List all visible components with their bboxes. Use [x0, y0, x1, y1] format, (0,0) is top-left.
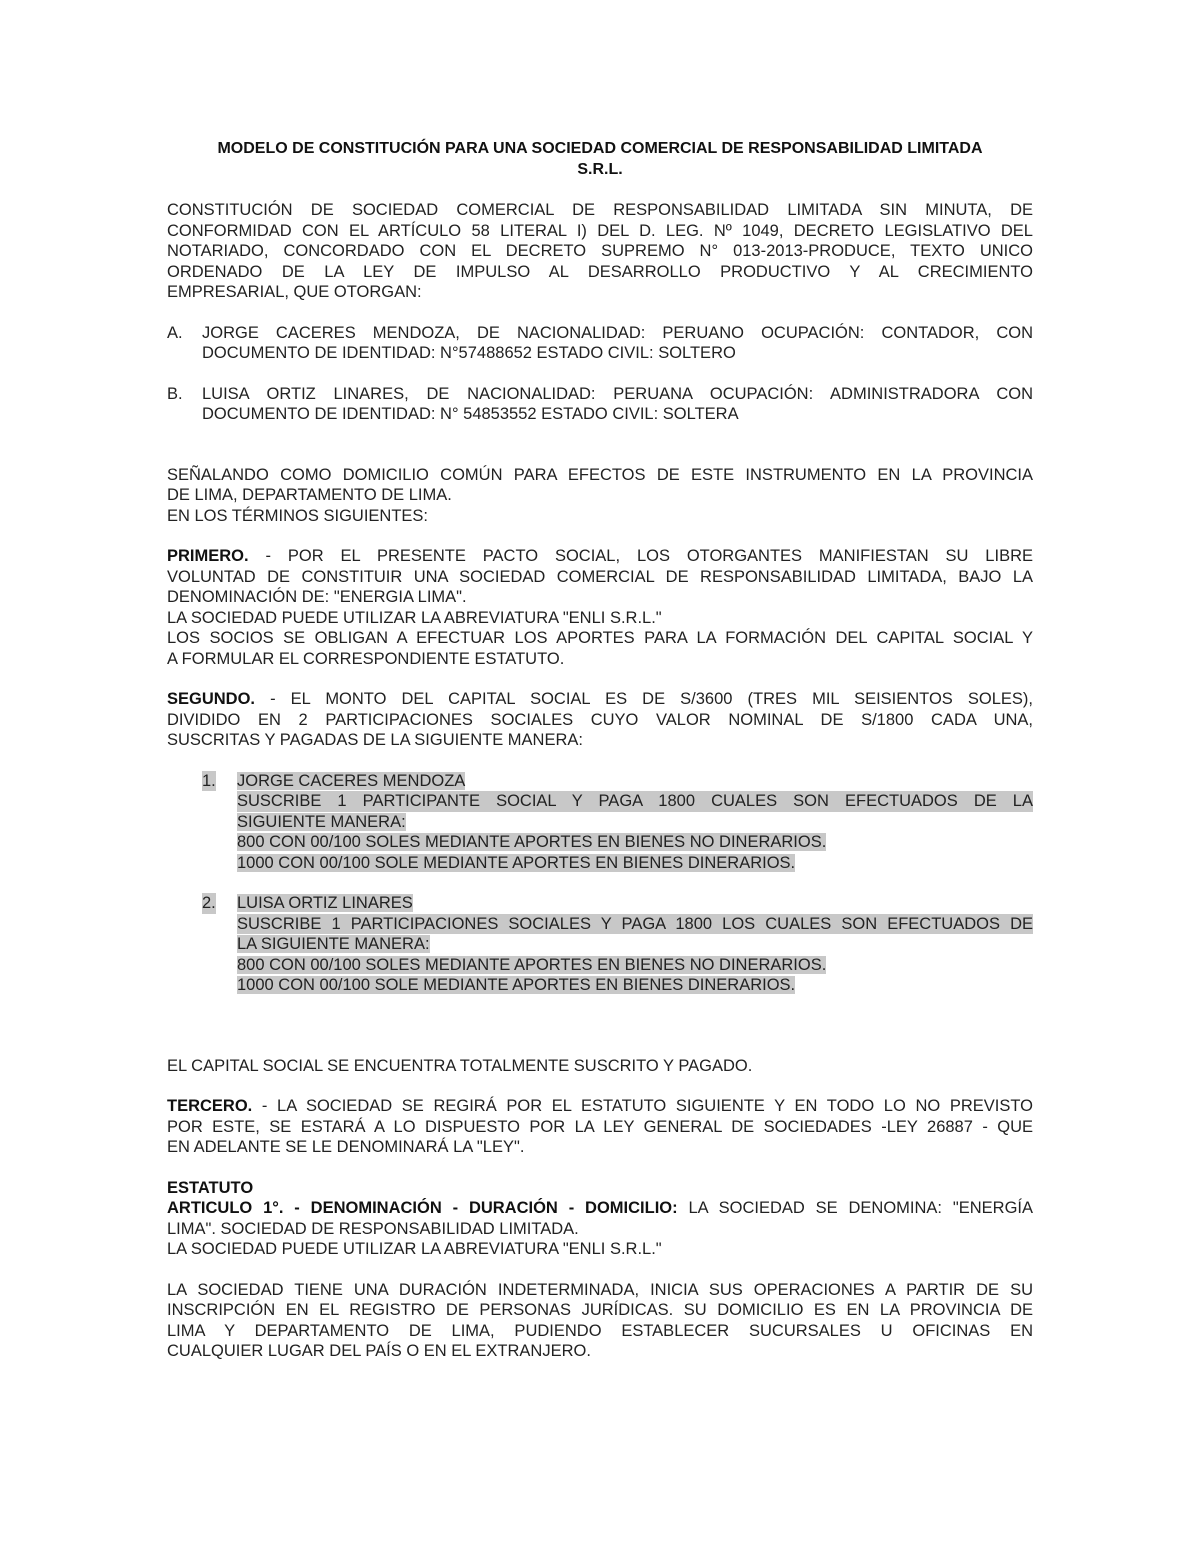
- segundo-line-1: [167, 689, 1033, 710]
- non-monetary-line: [237, 832, 1033, 853]
- non-monetary-contribution: 800 CON 00/100 SOLES MEDIANTE APORTES EN BIENES NO DINERARIOS.: [237, 833, 827, 851]
- tercero-label: TERCERO.: [167, 1097, 253, 1115]
- duration-line: LA SOCIEDAD TIENE UNA DURACIÓN INDETERMINADA, INICIA SUS OPERACIONES A PARTIR DE SU: [167, 1280, 1033, 1299]
- grantor-line: JORGE CACERES MENDOZA, DE NACIONALIDAD: PERUANO OCUPACIÓN: CONTADOR, CON: [202, 323, 1033, 342]
- primero-clause: [167, 546, 1033, 669]
- grantors-list: [167, 323, 1033, 425]
- primero-label: PRIMERO.: [167, 547, 249, 565]
- subscription-name-line: [237, 893, 1033, 914]
- tercero-text: - LA SOCIEDAD SE REGIRÁ POR EL ESTATUTO SIGUIENTE Y EN TODO LO NO PREVISTO: [252, 1097, 1033, 1115]
- primero-text: - POR EL PRESENTE PACTO SOCIAL, LOS OTORGANTES MANIFIESTAN SU LIBRE: [248, 547, 1033, 565]
- duration-line: LIMA Y DEPARTAMENTO DE LIMA, PUDIENDO ESTABLECER SUCURSALES U OFICINAS EN: [167, 1321, 1033, 1340]
- article-1-line: LA SOCIEDAD PUEDE UTILIZAR LA ABREVIATURA "ENLI S.R.L.": [167, 1240, 662, 1258]
- subscription-desc-line: SUSCRIBE 1 PARTICIPACIONES SOCIALES Y PAGA 1800 LOS CUALES SON EFECTUADOS DE: [237, 914, 1033, 933]
- duration-line: CUALQUIER LUGAR DEL PAÍS O EN EL EXTRANJERO.: [167, 1342, 591, 1360]
- segundo-clause: [167, 689, 1033, 751]
- domicile-line: EN LOS TÉRMINOS SIGUIENTES:: [167, 506, 428, 525]
- tercero-clause: [167, 1096, 1033, 1158]
- domicile-paragraph: [167, 465, 1033, 527]
- list-marker: B.: [167, 384, 183, 403]
- primero-line-1: [167, 546, 1033, 567]
- segundo-text: - EL MONTO DEL CAPITAL SOCIAL ES DE S/3600 (TRES MIL SEISIENTOS SOLES),: [255, 690, 1033, 708]
- segundo-line: DIVIDIDO EN 2 PARTICIPACIONES SOCIALES CUYO VALOR NOMINAL DE S/1800 CADA UNA,: [167, 710, 1033, 729]
- list-marker: 1.: [202, 771, 216, 790]
- monetary-line: [237, 975, 1033, 996]
- subscription-desc-line-2: [237, 934, 1033, 955]
- subscription-desc-line-2: [237, 812, 1033, 833]
- intro-line: CONFORMIDAD CON EL ARTÍCULO 58 LITERAL I) DEL D. LEG. Nº 1049, DECRETO LEGISLATIVO DEL: [167, 221, 1033, 240]
- document-title: [167, 138, 1033, 180]
- intro-paragraph: [167, 200, 1033, 303]
- subscriptions-list: [202, 771, 1033, 996]
- tercero-line-1: [167, 1096, 1033, 1117]
- non-monetary-line: [237, 955, 1033, 976]
- grantor-line: DOCUMENTO DE IDENTIDAD: N° 54853552 ESTADO CIVIL: SOLTERA: [202, 405, 739, 423]
- subscription-desc: LA SIGUIENTE MANERA:: [237, 935, 430, 953]
- grantor-line: LUISA ORTIZ LINARES, DE NACIONALIDAD: PERUANA OCUPACIÓN: ADMINISTRADORA CON: [202, 384, 1033, 403]
- segundo-label: SEGUNDO.: [167, 690, 256, 708]
- segundo-line: SUSCRITAS Y PAGADAS DE LA SIGUIENTE MANERA:: [167, 731, 583, 749]
- subscription-item: [202, 893, 1033, 996]
- non-monetary-contribution: 800 CON 00/100 SOLES MEDIANTE APORTES EN BIENES NO DINERARIOS.: [237, 955, 827, 974]
- subscriber-name: LUISA ORTIZ LINARES: [237, 894, 413, 912]
- capital-statement: EL CAPITAL SOCIAL SE ENCUENTRA TOTALMENTE SUSCRITO Y PAGADO.: [167, 1056, 753, 1075]
- title-line-2: S.R.L.: [577, 161, 623, 178]
- monetary-contribution: 1000 CON 00/100 SOLE MEDIANTE APORTES EN BIENES DINERARIOS.: [237, 976, 796, 994]
- duration-line: INSCRIPCIÓN EN EL REGISTRO DE PERSONAS JURÍDICAS. SU DOMICILIO ES EN LA PROVINCIA DE: [167, 1301, 1033, 1319]
- intro-line: ORDENADO DE LA LEY DE IMPULSO AL DESARROLLO PRODUCTIVO Y AL CRECIMIENTO: [167, 262, 1033, 281]
- primero-line: LA SOCIEDAD PUEDE UTILIZAR LA ABREVIATURA "ENLI S.R.L.": [167, 608, 662, 627]
- duration-paragraph: [167, 1280, 1033, 1362]
- intro-line: EMPRESARIAL, QUE OTORGAN:: [167, 283, 422, 301]
- list-marker: A.: [167, 323, 183, 342]
- estatuto-section: [167, 1178, 1033, 1260]
- tercero-line: EN ADELANTE SE LE DENOMINARÁ LA "LEY".: [167, 1138, 525, 1156]
- monetary-line: [237, 853, 1033, 874]
- intro-line: CONSTITUCIÓN DE SOCIEDAD COMERCIAL DE RESPONSABILIDAD LIMITADA SIN MINUTA, DE: [167, 201, 1033, 219]
- document-page: [167, 138, 1033, 1382]
- subscriber-name: JORGE CACERES MENDOZA: [237, 771, 466, 790]
- title-line-1: MODELO DE CONSTITUCIÓN PARA UNA SOCIEDAD COMERCIAL DE RESPONSABILIDAD LIMITADA: [217, 140, 983, 157]
- monetary-contribution: 1000 CON 00/100 SOLE MEDIANTE APORTES EN BIENES DINERARIOS.: [237, 853, 796, 872]
- domicile-line: SEÑALANDO COMO DOMICILIO COMÚN PARA EFECTOS DE ESTE INSTRUMENTO EN LA PROVINCIA: [167, 465, 1033, 484]
- primero-line: LOS SOCIOS SE OBLIGAN A EFECTUAR LOS APORTES PARA LA FORMACIÓN DEL CAPITAL SOCIAL Y: [167, 629, 1033, 647]
- list-marker: 2.: [202, 894, 216, 912]
- grantor-item: [167, 323, 1033, 364]
- subscription-desc: SIGUIENTE MANERA:: [237, 812, 406, 831]
- primero-line: A FORMULAR EL CORRESPONDIENTE ESTATUTO.: [167, 649, 565, 668]
- intro-line: NOTARIADO, CONCORDADO CON EL DECRETO SUPREMO N° 013-2013-PRODUCE, TEXTO UNICO: [167, 242, 1033, 260]
- grantor-line: DOCUMENTO DE IDENTIDAD: N°57488652 ESTADO CIVIL: SOLTERO: [202, 344, 736, 362]
- article-1-line-1: [167, 1198, 1033, 1219]
- subscription-name-line: [237, 771, 1033, 792]
- article-1-line: LIMA". SOCIEDAD DE RESPONSABILIDAD LIMITADA.: [167, 1219, 579, 1238]
- article-1-text: LA SOCIEDAD SE DENOMINA: "ENERGÍA: [677, 1199, 1033, 1217]
- primero-line: DENOMINACIÓN DE: "ENERGIA LIMA".: [167, 588, 467, 606]
- grantor-item: [167, 384, 1033, 425]
- primero-line: VOLUNTAD DE CONSTITUIR UNA SOCIEDAD COMERCIAL DE RESPONSABILIDAD LIMITADA, BAJO LA: [167, 567, 1033, 586]
- tercero-line: POR ESTE, SE ESTARÁ A LO DISPUESTO POR LA LEY GENERAL DE SOCIEDADES -LEY 26887 - QUE: [167, 1117, 1033, 1136]
- estatuto-heading: ESTATUTO: [167, 1178, 254, 1197]
- article-1-label: ARTICULO 1°. - DENOMINACIÓN - DURACIÓN - DOMICILIO:: [167, 1199, 678, 1217]
- subscription-item: [202, 771, 1033, 874]
- domicile-line: DE LIMA, DEPARTAMENTO DE LIMA.: [167, 486, 452, 504]
- subscription-desc-line: SUSCRIBE 1 PARTICIPANTE SOCIAL Y PAGA 1800 CUALES SON EFECTUADOS DE LA: [237, 792, 1033, 810]
